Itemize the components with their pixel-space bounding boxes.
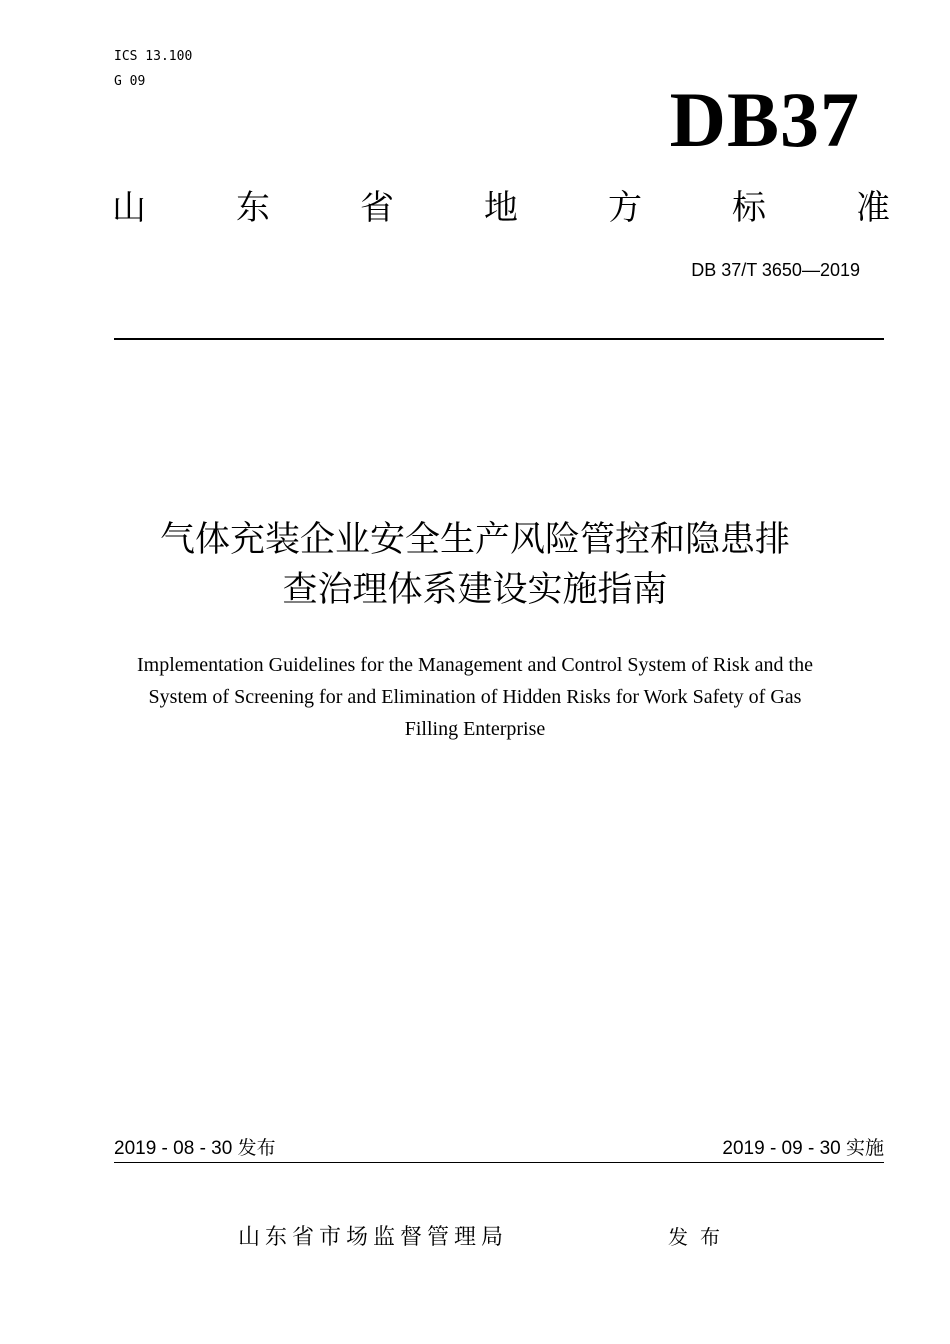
issue-date: 2019 - 08 - 30 发布 <box>114 1138 276 1159</box>
standard-type-char: 标 <box>732 188 766 228</box>
ics-code: ICS 13.100 <box>114 49 193 64</box>
chinese-title <box>60 515 890 615</box>
standard-logo: DB37 <box>669 76 860 163</box>
issuing-authority: 山东省市场监督管理局 <box>238 1225 509 1250</box>
english-title-line: Filling Enterprise <box>404 718 546 740</box>
standard-type-char: 山 <box>112 188 146 228</box>
english-title-line: Implementation Guidelines for the Management and Control System of Risk and the <box>137 654 813 676</box>
implementation-date: 2019 - 09 - 30 实施 <box>722 1138 884 1159</box>
standard-type-char: 地 <box>484 188 518 228</box>
header-divider <box>114 338 884 340</box>
standard-type-char: 省 <box>360 188 394 228</box>
standard-type-char: 东 <box>236 188 270 228</box>
chinese-title-line: 查治理体系建设实施指南 <box>282 570 668 610</box>
standard-type-char: 方 <box>608 188 642 228</box>
chinese-title-line: 气体充装企业安全生产风险管控和隐患排 <box>159 520 790 560</box>
issue-label: 发布 <box>668 1225 732 1249</box>
english-title-line: System of Screening for and Elimination of Hidden Risks for Work Safety of Gas <box>148 686 802 708</box>
standard-number: DB 37/T 3650—2019 <box>691 260 860 280</box>
standard-type-heading <box>112 186 890 230</box>
ccs-code: G 09 <box>114 74 146 89</box>
footer-divider <box>114 1162 884 1163</box>
standard-type-char: 准 <box>856 188 890 228</box>
english-title <box>60 649 890 745</box>
